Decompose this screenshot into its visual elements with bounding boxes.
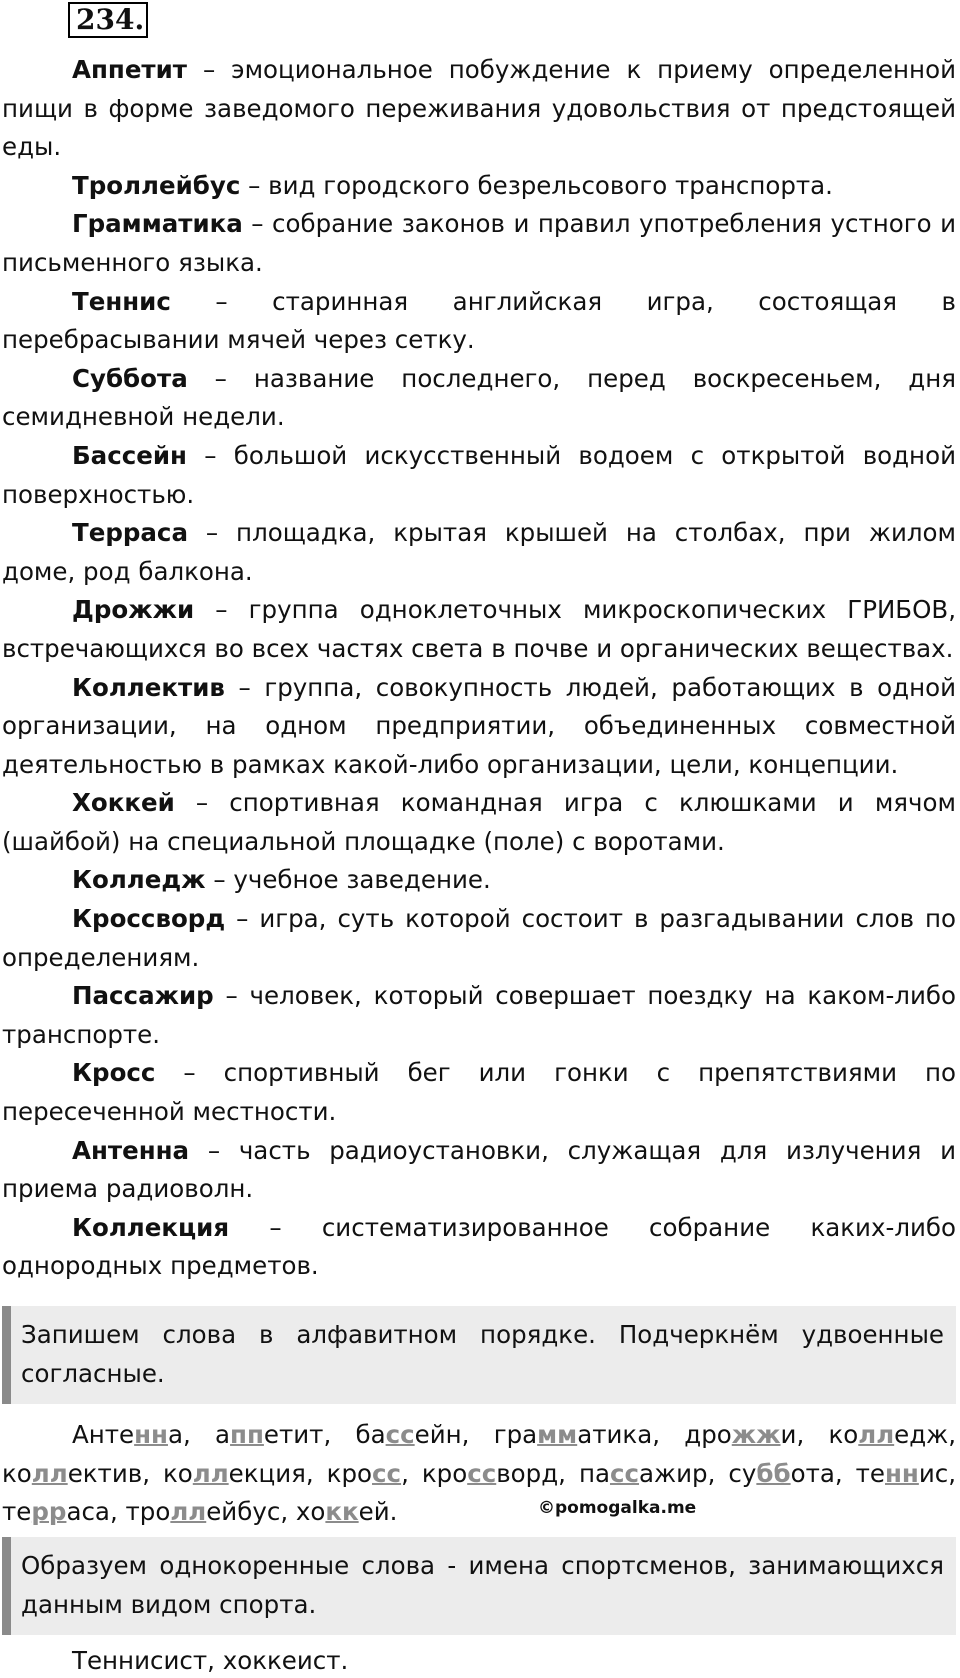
- word-part: ектив: [67, 1458, 143, 1488]
- definition-item: [2, 861, 956, 900]
- definition-term: Кроссворд: [72, 904, 226, 934]
- word-part: тро: [125, 1497, 171, 1527]
- definition-text: – вид городского безрельсового транспорта.: [240, 170, 833, 200]
- definition-item: [2, 1054, 956, 1131]
- double-consonant: мм: [537, 1420, 578, 1449]
- definitions-list: [2, 51, 956, 1286]
- word-item: [327, 1459, 401, 1488]
- definition-text: – собрание законов и правил употребления устного и письменного языка.: [2, 209, 956, 277]
- word-item: [828, 1420, 948, 1449]
- definition-term: Дрожжи: [72, 595, 195, 625]
- sorted-words: [2, 1416, 956, 1532]
- definition-term: Грамматика: [72, 209, 243, 239]
- word-separator: ,: [948, 1458, 957, 1488]
- word-separator: ,: [796, 1420, 829, 1449]
- word-part: па: [578, 1458, 610, 1488]
- definition-item: [2, 977, 956, 1054]
- word-separator: ,: [305, 1458, 327, 1488]
- definition-item: [2, 1209, 956, 1286]
- word-item: [355, 1420, 461, 1449]
- definition-text: – эмоциональное побуждение к приему определенной пищи в форме заведомого переживания удовольствия от предстоящей еды.: [2, 55, 956, 162]
- word-separator: ,: [142, 1458, 163, 1488]
- word-item: [215, 1420, 323, 1449]
- word-part: кро: [326, 1458, 373, 1488]
- definition-text: – группа, совокупность людей, работающих в одной организации, на одном предприятии, объединенных совместной деятельностью в рамках какой-либо организации, цели, концепции.: [2, 672, 956, 779]
- word-part: те: [2, 1497, 32, 1527]
- definition-text: – систематизированное собрание каких-либо однородных предметов.: [2, 1212, 956, 1281]
- word-item: [2, 1497, 110, 1526]
- word-part: дро: [684, 1420, 732, 1449]
- word-separator: ,: [109, 1497, 126, 1527]
- definition-item: [2, 360, 956, 437]
- word-separator: ,: [558, 1458, 579, 1488]
- definition-term: Хоккей: [72, 788, 175, 818]
- word-part: а: [215, 1420, 231, 1449]
- definition-text: – спортивная командная игра с клюшками и мячом (шайбой) на специальной площадке (поле) с воротами.: [2, 788, 956, 856]
- definition-text: – игра, суть которой состоит в разгадывании слов по определениям.: [2, 904, 956, 972]
- word-item: [494, 1420, 653, 1449]
- word-item: [422, 1459, 558, 1488]
- word-separator: ,: [461, 1420, 494, 1449]
- word-part: су: [728, 1458, 757, 1488]
- definition-term: Коллектив: [72, 672, 225, 702]
- word-item: [856, 1459, 949, 1488]
- definition-text: – площадка, крытая крышей на столбах, при жилом доме, род балкона.: [2, 518, 956, 586]
- double-consonant: сс: [467, 1458, 497, 1488]
- definition-item: [2, 900, 956, 977]
- double-consonant: кк: [325, 1497, 359, 1527]
- instruction-text-1: Запишем слова в алфавитном порядке. Подчеркнём удвоенные согласные.: [21, 1320, 944, 1388]
- definition-term: Троллейбус: [72, 170, 241, 200]
- definition-text: – большой искусственный водоем с открытой водной поверхностью.: [2, 440, 956, 509]
- word-part: екция: [228, 1458, 306, 1488]
- definition-item: [2, 591, 956, 668]
- double-consonant: сс: [385, 1420, 415, 1449]
- word-separator: ,: [323, 1420, 356, 1449]
- definition-item: [2, 437, 956, 514]
- word-item: [579, 1459, 708, 1488]
- word-part: а: [167, 1420, 183, 1449]
- word-part: едж: [894, 1420, 949, 1449]
- definition-term: Суббота: [72, 363, 188, 393]
- definition-term: Пассажир: [72, 981, 214, 1011]
- word-part: Анте: [72, 1420, 135, 1449]
- word-part: ейн: [414, 1420, 462, 1449]
- word-separator: ,: [183, 1420, 216, 1449]
- definition-text: – часть радиоустановки, служащая для излучения и приема радиоволн.: [2, 1135, 956, 1204]
- definition-item: [2, 167, 956, 206]
- word-part: кро: [421, 1458, 468, 1488]
- definition-item: [2, 205, 956, 282]
- word-item: [126, 1497, 281, 1526]
- double-consonant: нн: [885, 1458, 919, 1488]
- double-consonant: бб: [756, 1458, 791, 1488]
- definition-term: Колледж: [72, 865, 206, 895]
- double-consonant: лл: [170, 1497, 207, 1527]
- word-separator: ,: [401, 1458, 422, 1488]
- definition-term: Бассейн: [72, 440, 187, 470]
- word-part: ворд: [496, 1458, 559, 1488]
- double-consonant: рр: [31, 1497, 67, 1527]
- watermark: ©pomogalka.me: [538, 1498, 697, 1518]
- double-consonant: лл: [192, 1458, 229, 1488]
- double-consonant: нн: [134, 1420, 168, 1449]
- double-consonant: жж: [731, 1420, 781, 1449]
- word-part: атика: [577, 1420, 653, 1449]
- word-part: ко: [162, 1458, 193, 1488]
- definition-item: [2, 283, 956, 360]
- definition-term: Кросс: [72, 1058, 156, 1088]
- word-part: аса: [66, 1497, 110, 1527]
- word-part: ко: [2, 1458, 32, 1488]
- word-part: гра: [493, 1420, 538, 1449]
- word-item: [163, 1459, 306, 1488]
- definition-item: [2, 514, 956, 591]
- instruction-box-2: [2, 1537, 956, 1635]
- instruction-text-2: Образуем однокоренные слова - имена спортсменов, занимающихся данным видом спорта.: [21, 1551, 944, 1619]
- word-item: [72, 1420, 183, 1449]
- word-part: ис: [918, 1458, 949, 1488]
- word-part: етит: [263, 1420, 324, 1449]
- word-item: [684, 1420, 796, 1449]
- double-consonant: лл: [31, 1458, 68, 1488]
- word-separator: ,: [707, 1458, 729, 1488]
- word-part: ота: [790, 1458, 835, 1488]
- definition-term: Теннис: [72, 286, 171, 316]
- definition-text: – группа одноклеточных микроскопических ГРИБОВ, встречающихся во всех частях света в почве и органических веществах.: [2, 595, 956, 663]
- task-number: 234.: [68, 2, 148, 38]
- definition-item: [2, 784, 956, 861]
- definition-text: – человек, который совершает поездку на каком-либо транспорте.: [2, 981, 956, 1049]
- word-part: ко: [828, 1420, 859, 1449]
- definition-term: Аппетит: [72, 55, 187, 84]
- word-part: и: [780, 1420, 797, 1449]
- definition-item: [2, 669, 956, 785]
- definition-item: [2, 51, 956, 167]
- double-consonant: сс: [609, 1458, 640, 1488]
- word-item: [2, 1459, 142, 1488]
- word-part: хо: [295, 1497, 326, 1527]
- definition-term: Коллекция: [72, 1212, 230, 1242]
- definition-text: – спортивный бег или гонки с препятствиями по пересеченной местности.: [2, 1058, 956, 1127]
- word-part: те: [855, 1458, 885, 1488]
- word-separator: ,: [652, 1420, 685, 1449]
- word-separator: ,: [834, 1458, 856, 1488]
- word-separator: ,: [948, 1420, 957, 1449]
- word-part: ба: [355, 1420, 386, 1449]
- word-separator: ,: [280, 1497, 296, 1527]
- word-part: ейбус: [206, 1497, 281, 1527]
- definition-text: – название последнего, перед воскресеньем, дня семидневной недели.: [2, 363, 956, 432]
- definition-term: Терраса: [72, 518, 188, 548]
- definition-text: – старинная английская игра, состоящая в перебрасывании мячей через сетку.: [2, 286, 956, 355]
- instruction-box-1: [2, 1306, 956, 1404]
- answer-text: Теннисист, хоккеист.: [72, 1646, 349, 1675]
- definition-item: [2, 1132, 956, 1209]
- word-separator: .: [389, 1497, 398, 1527]
- word-item: [728, 1459, 834, 1488]
- word-part: ей: [358, 1497, 390, 1527]
- definition-term: Антенна: [72, 1135, 190, 1165]
- double-consonant: лл: [858, 1420, 895, 1449]
- double-consonant: сс: [372, 1458, 402, 1488]
- definition-text: – учебное заведение.: [205, 865, 491, 895]
- word-item: [296, 1497, 390, 1526]
- double-consonant: пп: [230, 1420, 264, 1449]
- word-part: ажир: [639, 1458, 708, 1488]
